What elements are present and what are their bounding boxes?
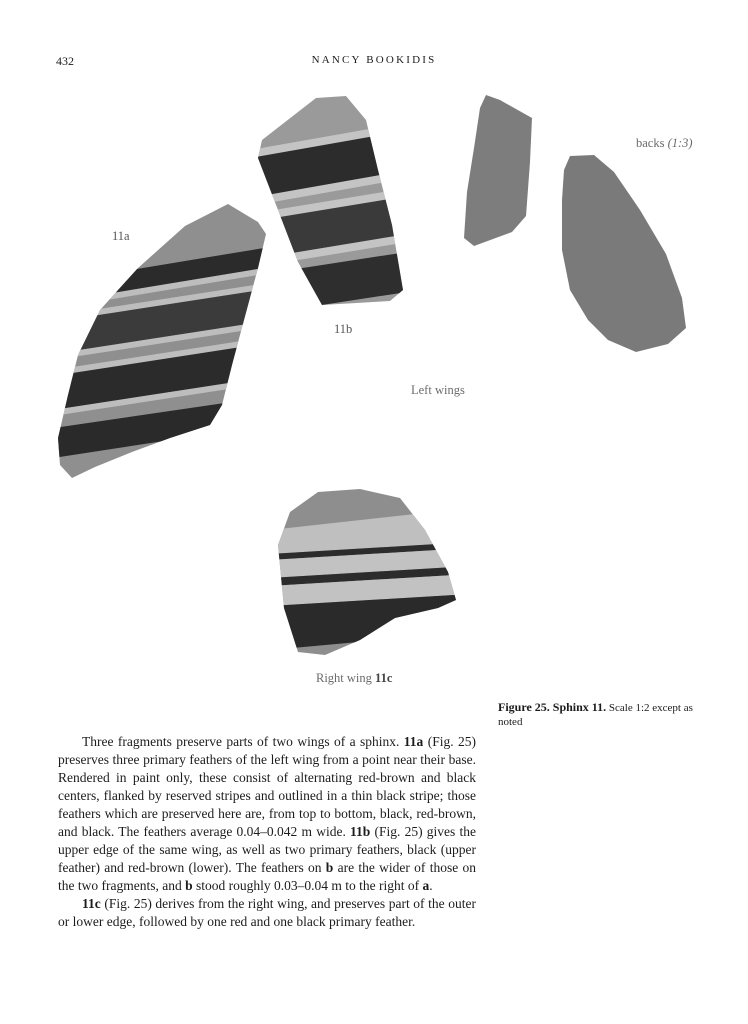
running-head: NANCY BOOKIDIS [311, 54, 437, 66]
label-11a: 11a [112, 229, 130, 243]
paragraph-1 [58, 733, 476, 895]
p1-text-2: (Fig. 25) preserves three primary feathers of the left wing from a point near their base. Rendered in paint only, these consist of alternating red-brown and black centers, flanked by reserved stripes and outlined in a thin black stripe; those feathers which are preserved here are, from top to bottom, black, red-brown, and black. The feathers average 0.04–0.042 m wide. [58, 734, 476, 839]
fragment-11b [250, 96, 420, 316]
p1-bold-4: b [185, 878, 193, 893]
fragment-11a-back [562, 155, 686, 352]
caption-title: Figure 25. Sphinx 11. [498, 700, 607, 714]
p1-text-3: (Fig. 25) gives the upper edge of the same wing, as well as two primary feathers, black (upper feather) and red-brown (lower). The feathers on [58, 824, 476, 875]
label-11b: 11b [334, 322, 353, 336]
body-text [58, 733, 476, 931]
fragment-11a [40, 204, 300, 478]
label-right-wing-text: Right wing [316, 671, 372, 685]
p1-bold-1: 11a [403, 734, 424, 749]
p2-text-1: (Fig. 25) derives from the right wing, and preserves part of the outer or lower edge, followed by one red and one black primary feather. [58, 896, 476, 929]
p1-bold-2: 11b [350, 824, 371, 839]
caption-note: Scale 1:2 except as noted [498, 702, 693, 728]
label-backs-scale: (1:3) [667, 136, 693, 150]
page-number: 432 [56, 54, 74, 68]
p1-bold-5: a [422, 878, 430, 893]
p1-text-4: are the wider of those on the two fragments, and [58, 860, 476, 893]
label-backs-text: backs [636, 136, 665, 150]
paragraph-2 [58, 895, 476, 931]
fragment-11b-back [464, 95, 532, 246]
p1-text-6: . [429, 878, 433, 893]
label-backs [636, 136, 693, 151]
p1-text-5: stood roughly 0.03–0.04 m to the right of [192, 878, 423, 893]
p1-bold-3: b [325, 860, 334, 875]
figure-caption [498, 700, 698, 729]
label-left-wings: Left wings [411, 383, 465, 397]
p2-bold-1: 11c [82, 896, 101, 911]
p1-text-1: Three fragments preserve parts of two wings of a sphinx. [82, 734, 404, 749]
label-right-wing-id: 11c [375, 671, 393, 685]
label-right-wing [316, 671, 392, 686]
fragment-11c [270, 489, 470, 655]
